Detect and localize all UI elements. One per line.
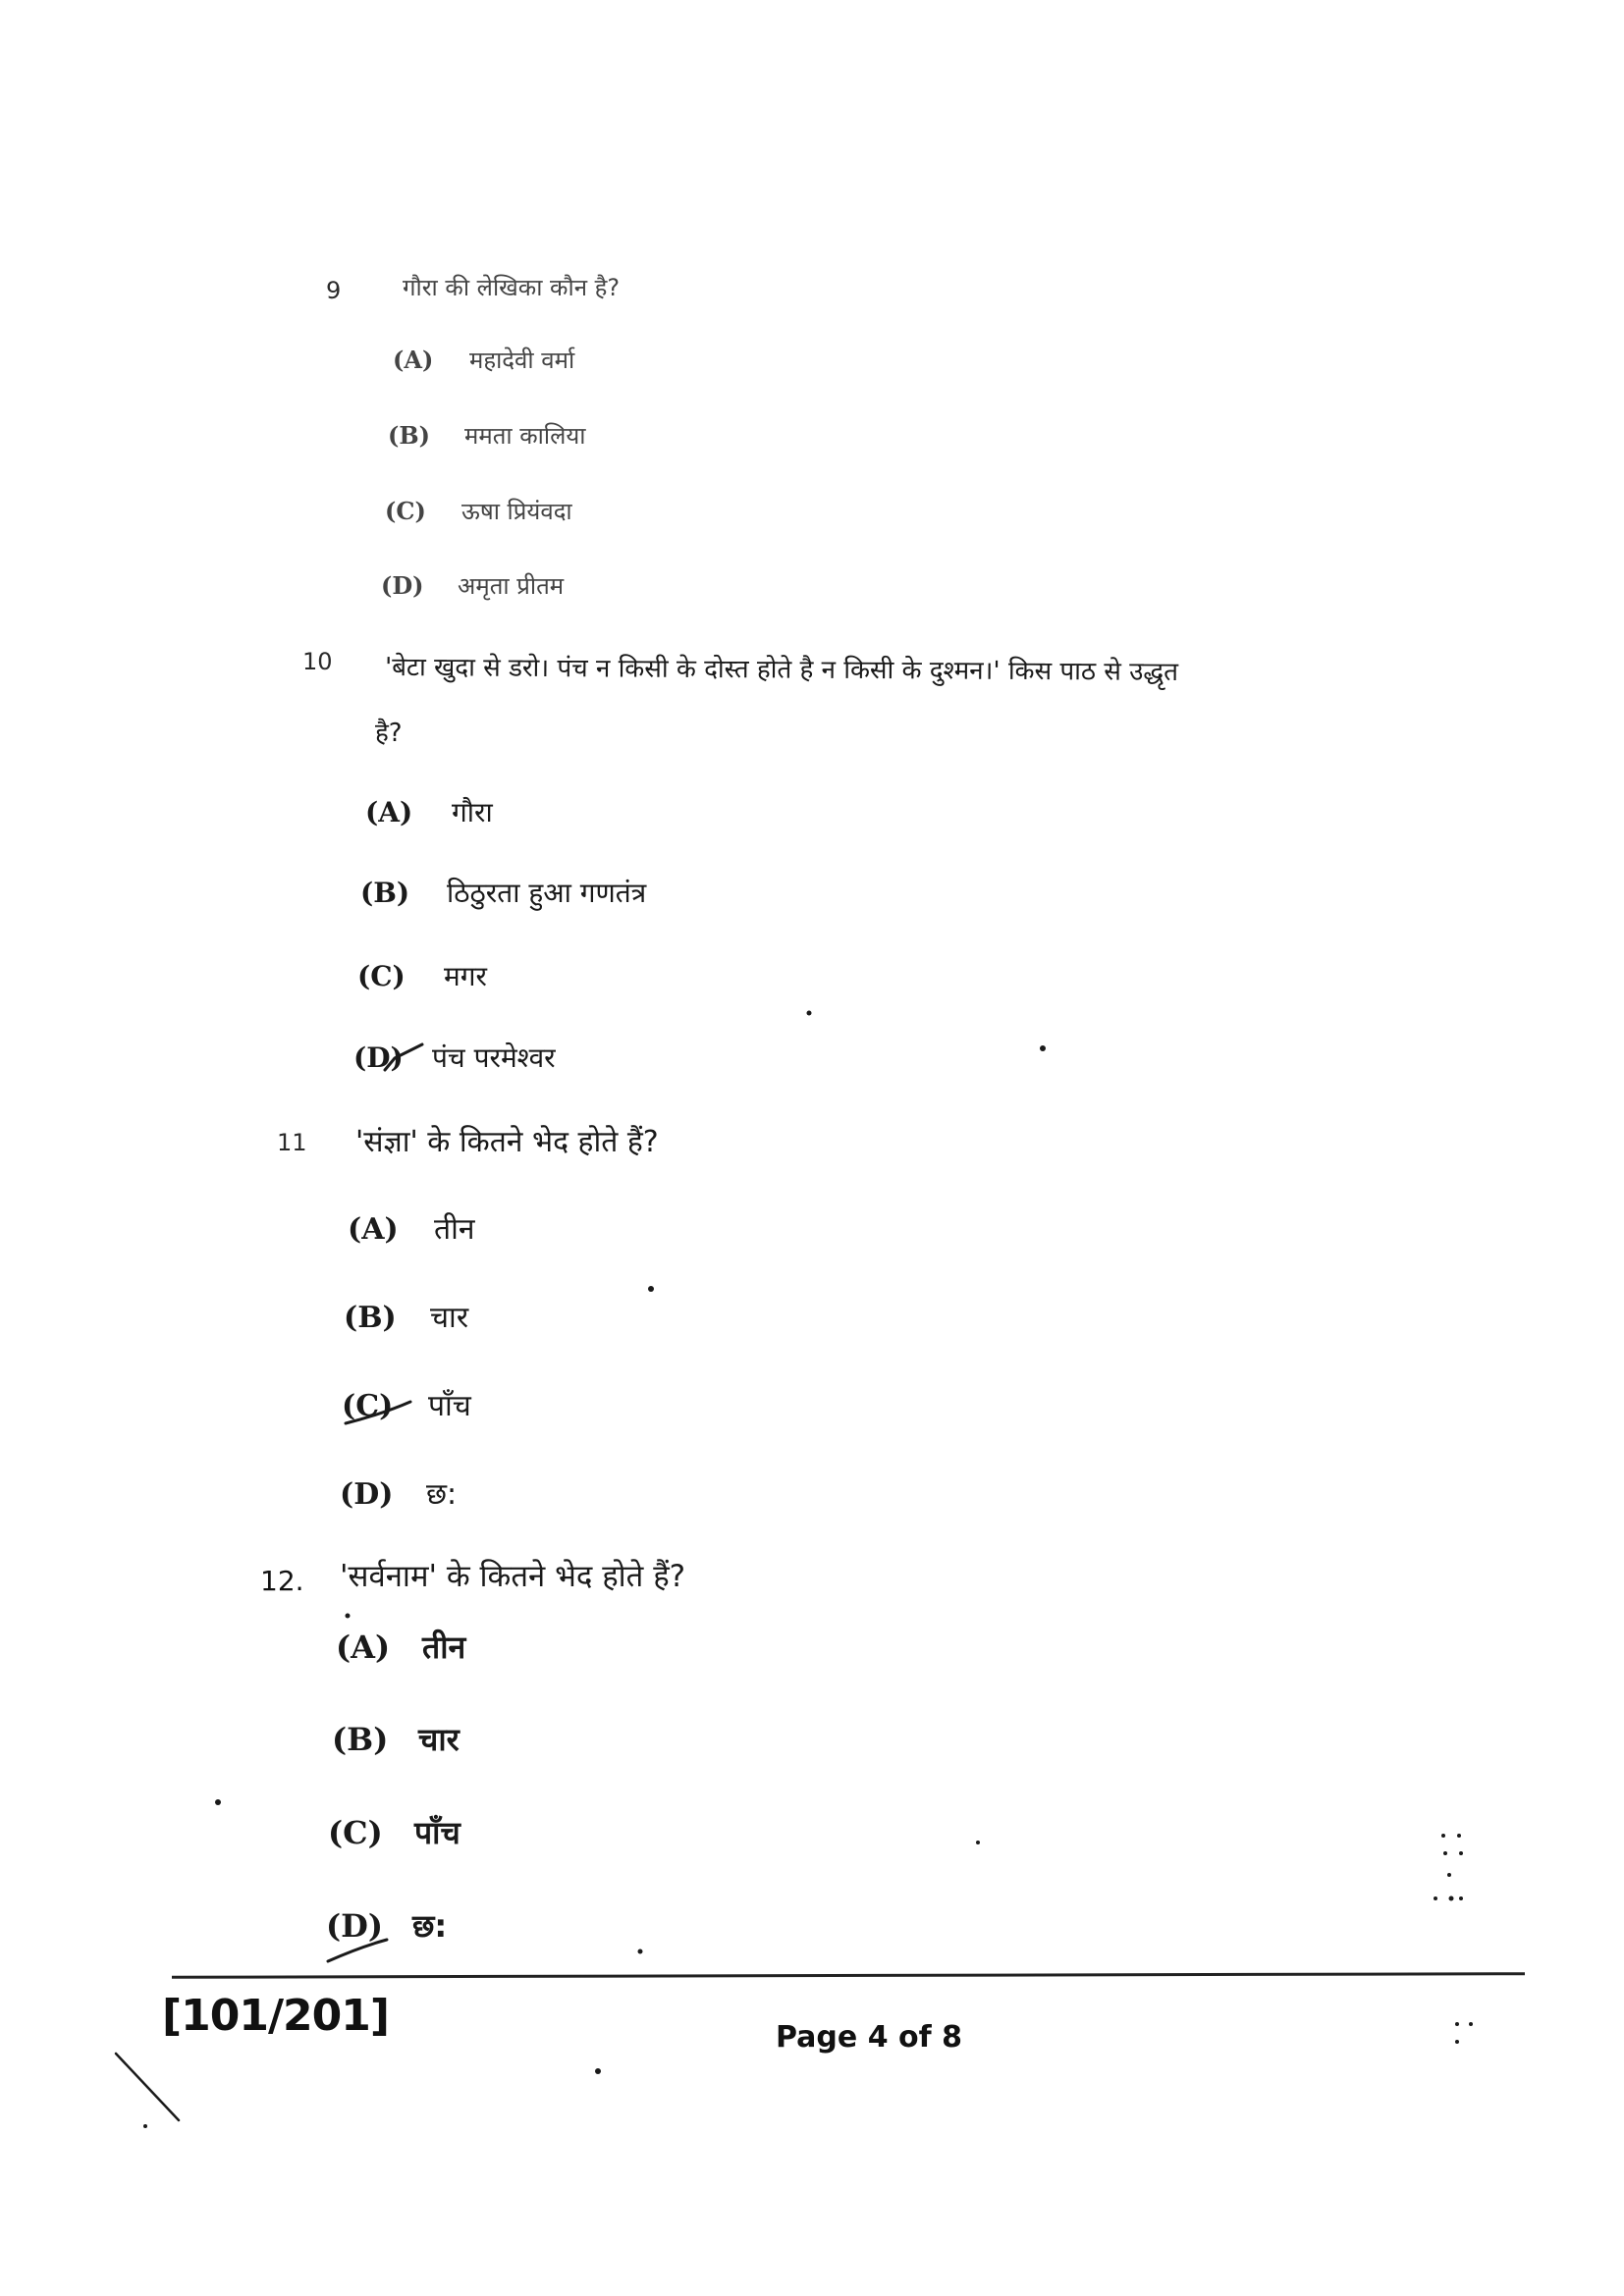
option-letter: (D) xyxy=(381,571,424,600)
option-letter: (A) xyxy=(348,1212,399,1247)
option-letter: (C) xyxy=(328,1814,383,1851)
option xyxy=(357,957,487,994)
option-text: चार xyxy=(418,1721,460,1758)
footer-rule xyxy=(172,1972,1525,1979)
option xyxy=(328,1811,460,1853)
option-text: ऊषा प्रियंवदा xyxy=(461,498,572,525)
option-letter: (A) xyxy=(336,1629,391,1666)
option xyxy=(348,1207,475,1248)
option-text: तीन xyxy=(422,1629,466,1666)
option xyxy=(381,569,564,602)
question-text-continued: है? xyxy=(375,719,403,748)
option xyxy=(388,419,586,452)
question-text: 'बेटा खुदा से डरो। पंच न किसी के दोस्त होते है न किसी के दुश्मन।' किस पाठ से उद्धृत xyxy=(384,653,1179,687)
option-text: महादेवी वर्मा xyxy=(469,347,575,374)
option-letter: (C) xyxy=(385,497,426,525)
question-text: 'सर्वनाम' के कितने भेद होते हैं? xyxy=(340,1559,686,1594)
option xyxy=(393,344,574,376)
question-number: 10 xyxy=(302,648,333,675)
option xyxy=(344,1296,468,1336)
pen-stroke xyxy=(116,2054,179,2120)
option xyxy=(360,874,646,911)
option-text: ठिठुरता हुआ गणतंत्र xyxy=(447,877,647,909)
option-text: पाँच xyxy=(414,1814,460,1851)
question-text: 'संज्ञा' के कितने भेद होते हैं? xyxy=(355,1125,659,1159)
option-letter: (B) xyxy=(344,1301,397,1335)
option xyxy=(326,1904,447,1947)
option-letter: (A) xyxy=(393,346,434,374)
option-text: पाँच xyxy=(428,1389,471,1423)
question-number: 12. xyxy=(260,1565,304,1597)
option xyxy=(365,793,493,830)
option-text: छ: xyxy=(412,1907,448,1945)
paper-code: [101/201] xyxy=(162,1991,389,2041)
option-letter: (D) xyxy=(353,1041,404,1074)
question-text: गौरा की लेखिका कौन है? xyxy=(403,274,621,301)
option-letter: (D) xyxy=(340,1477,394,1512)
option-text: चार xyxy=(430,1301,469,1335)
option-text: छ: xyxy=(426,1477,458,1512)
option xyxy=(340,1472,457,1513)
option-text: पंच परमेश्वर xyxy=(432,1041,556,1074)
option-letter: (A) xyxy=(365,796,413,828)
option-letter: (C) xyxy=(342,1389,394,1423)
option-text: तीन xyxy=(434,1212,475,1247)
option-text: मगर xyxy=(444,960,487,992)
question-number: 11 xyxy=(277,1129,307,1156)
page-number: Page 4 of 8 xyxy=(776,2020,962,2055)
option-letter: (D) xyxy=(326,1907,384,1945)
option-text: गौरा xyxy=(452,796,493,828)
option-letter: (B) xyxy=(332,1721,389,1758)
option xyxy=(336,1626,465,1668)
question-number: 9 xyxy=(326,277,342,304)
option-letter: (B) xyxy=(360,877,410,909)
option xyxy=(332,1718,460,1760)
option xyxy=(385,495,572,527)
option-text: ममता कालिया xyxy=(464,422,586,450)
option xyxy=(342,1384,471,1424)
option-letter: (C) xyxy=(357,960,406,992)
option-letter: (B) xyxy=(388,421,430,450)
option xyxy=(353,1039,556,1076)
option-text: अमृता प्रीतम xyxy=(458,572,565,600)
